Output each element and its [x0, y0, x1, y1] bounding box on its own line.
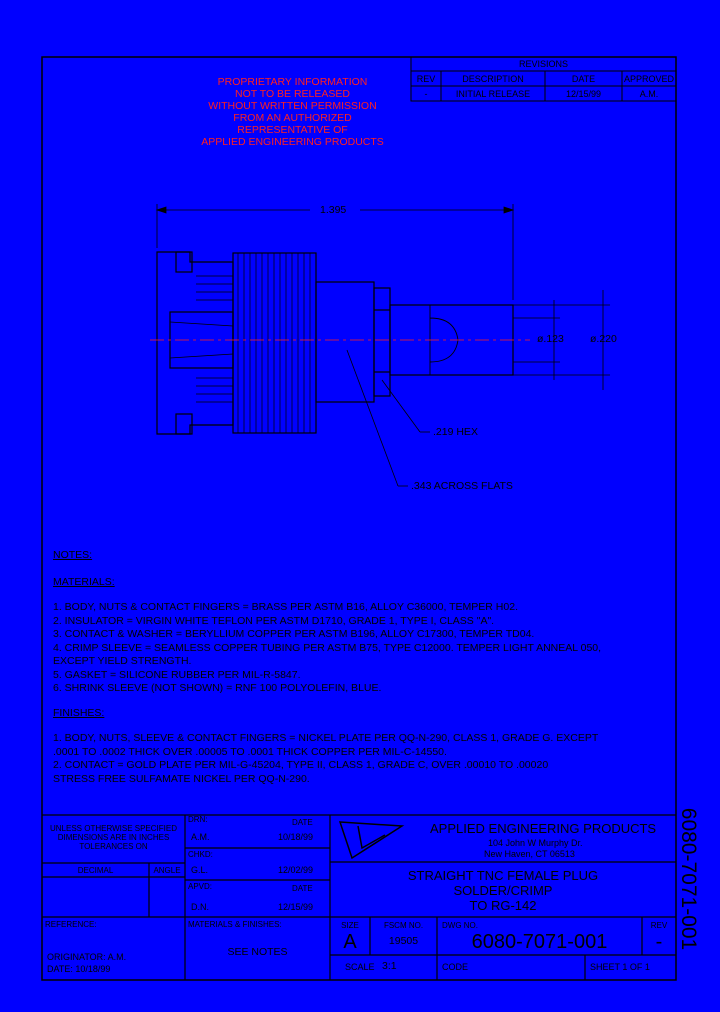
chkd-name: G.L. [191, 865, 209, 875]
finishes-list [53, 732, 598, 786]
side-drawing-number: 6080-7071-001 [677, 807, 700, 951]
fscm-label: FSCM NO. [383, 921, 424, 930]
materials-item: 6. SHRINK SLEEVE (NOT SHOWN) = RNF 100 POLYOLEFIN, BLUE. [53, 682, 382, 694]
chkd-label: CHKD: [188, 850, 213, 859]
drn-date: 10/18/99 [278, 832, 314, 842]
code-label: CODE [442, 962, 469, 972]
hex-label: .219 HEX [433, 426, 478, 438]
approved-header: APPROVED [623, 74, 674, 84]
title-line: SOLDER/CRIMP [453, 883, 553, 898]
leader-lines [347, 350, 430, 486]
connector-drawing [150, 204, 610, 486]
outer-diameter-label: ø.220 [590, 333, 617, 345]
company-address-line: New Haven, CT 06513 [484, 849, 575, 859]
scale-value: 3:1 [382, 960, 397, 972]
finishes-item: 1. BODY, NUTS, SLEEVE & CONTACT FINGERS = NICKEL PLATE PER QQ-N-290, CLASS 1, GRADE G. EXCEPT [53, 732, 599, 744]
materials-item: 5. GASKET = SILICONE RUBBER PER MIL-R-5847. [53, 668, 301, 681]
reference-label: REFERENCE: [45, 920, 97, 929]
materials-item: 2. INSULATOR = VIRGIN WHITE TEFLON PER ASTM D1710, GRADE 1, TYPE I, CLASS "A". [53, 614, 495, 627]
materials-item: 4. CRIMP SLEEVE = SEAMLESS COPPER TUBING PER ASTM B75, TYPE C12000. TEMPER LIGHT ANNEAL 050, [53, 641, 602, 654]
inner-diameter-label: ø.123 [537, 333, 564, 345]
sheet-label: SHEET 1 OF 1 [590, 962, 650, 972]
apvd-date-label: DATE [292, 884, 313, 893]
materials-item: EXCEPT YIELD STRENGTH. [53, 655, 192, 667]
drawing-title [330, 868, 676, 913]
revisions-title: REVISIONS [518, 59, 568, 69]
apvd-label: APVD: [188, 882, 213, 891]
materials-finishes-label: MATERIALS & FINISHES: [188, 920, 282, 929]
fscm-value: 19505 [388, 935, 419, 947]
originator-date: DATE: 10/18/99 [47, 964, 111, 974]
description-header: DESCRIPTION [462, 74, 524, 84]
length-dimension-label: 1.395 [320, 204, 347, 216]
length-dimension [157, 204, 513, 300]
decimal-label: DECIMAL [77, 866, 114, 875]
apvd-name: D.N. [191, 902, 209, 912]
company-address-line: 104 John W Murphy Dr. [488, 838, 583, 848]
rev-value: - [424, 89, 428, 99]
knurl-lines [238, 253, 310, 433]
front-shell [157, 252, 233, 434]
drn-name: A.M. [191, 832, 210, 842]
proprietary-line: FROM AN AUTHORIZED [233, 112, 352, 124]
apvd-date: 12/15/99 [278, 902, 314, 912]
proprietary-line: PROPRIETARY INFORMATION [217, 76, 368, 88]
angle-label: ANGLE [153, 866, 181, 875]
finishes-item: STRESS FREE SULFAMATE NICKEL PER QQ-N-290. [53, 772, 310, 785]
coupling-nut [233, 253, 316, 433]
tolerance-line: DIMENSIONS ARE IN INCHES [57, 833, 170, 842]
description-value: INITIAL RELEASE [455, 89, 531, 99]
proprietary-notice [185, 76, 400, 148]
company-logo [340, 822, 402, 858]
proprietary-line: NOT TO BE RELEASED [235, 88, 350, 100]
rev-header: REV [416, 74, 436, 84]
materials-item: 1. BODY, NUTS & CONTACT FINGERS = BRASS PER ASTM B16, ALLOY C36000, TEMPER H02. [53, 601, 518, 613]
date-header: DATE [571, 74, 596, 84]
tolerance-note [42, 824, 185, 851]
finishes-item: 2. CONTACT = GOLD PLATE PER MIL-G-45204, TYPE II, CLASS 1, GRADE C, OVER .00010 TO .00020 [53, 759, 549, 771]
proprietary-line: REPRESENTATIVE OF [237, 124, 348, 136]
finishes-item: .0001 TO .0002 THICK OVER .00005 TO .0001 THICK COPPER PER MIL-C-14550. [53, 745, 447, 758]
hex-nut [374, 288, 390, 396]
company-name: APPLIED ENGINEERING PRODUCTS [430, 821, 657, 836]
tolerance-line: TOLERANCES ON [79, 842, 148, 851]
finishes-heading: FINISHES: [53, 707, 105, 719]
proprietary-line: WITHOUT WRITTEN PERMISSION [208, 100, 377, 112]
originator: ORIGINATOR: A.M. [47, 952, 127, 962]
materials-item: 3. CONTACT & WASHER = BERYLLIUM COPPER PER ASTM B196, ALLOY C17300, TEMPER TD04. [53, 628, 535, 640]
approved-value: A.M. [639, 89, 659, 99]
rev-label: REV [650, 921, 668, 930]
title-line: TO RG-142 [469, 898, 537, 913]
proprietary-line: APPLIED ENGINEERING PRODUCTS [201, 136, 384, 148]
see-notes: SEE NOTES [227, 946, 288, 958]
drn-date-label: DATE [292, 818, 313, 827]
body [316, 282, 374, 402]
dwg-no-label: DWG NO. [442, 921, 478, 930]
size-label: SIZE [341, 921, 359, 930]
materials-heading: MATERIALS: [53, 576, 115, 588]
rev-value-tb: - [655, 931, 663, 953]
size-value: A [343, 931, 357, 953]
chkd-date: 12/02/99 [278, 865, 314, 875]
scale-label: SCALE [345, 962, 375, 972]
dwg-no-value: 6080-7071-001 [471, 931, 608, 953]
notes-heading: NOTES: [53, 549, 93, 561]
tolerance-line: UNLESS OTHERWISE SPECIFIED [50, 824, 177, 833]
drn-label: DRN: [188, 815, 208, 824]
date-value: 12/15/99 [565, 89, 602, 99]
title-line: STRAIGHT TNC FEMALE PLUG [407, 868, 599, 883]
flats-label: .343 ACROSS FLATS [411, 480, 513, 492]
materials-list [53, 601, 601, 696]
